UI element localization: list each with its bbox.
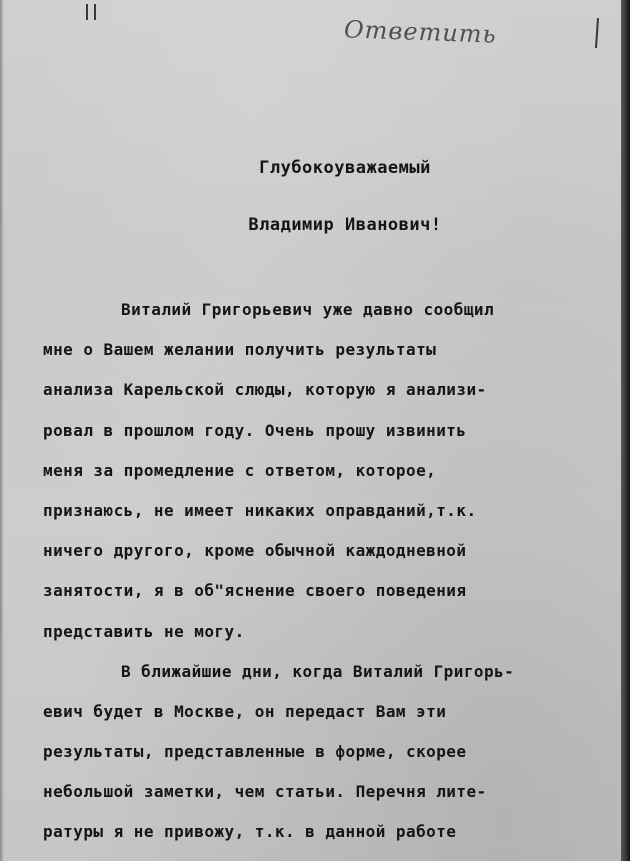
salutation-line-1: Глубокоуважаемый — [259, 158, 431, 178]
text-line: Виталий Григорьевич уже давно сообщил — [121, 300, 495, 319]
text-line: результаты, представленные в форме, скорее — [43, 742, 467, 762]
margin-tick-mark — [595, 18, 599, 48]
text-line: занятости, я в об"яснение своего поведения — [43, 581, 467, 601]
text-line: ничего другого, кроме обычной каждодневной — [43, 541, 467, 561]
text-line: анализа Карельской слюды, которую я анализи- — [43, 380, 487, 400]
text-line: ратуры я не привожу, т.к. в данной работе — [43, 822, 457, 842]
scan-left-edge — [0, 0, 4, 861]
text-line: В ближайшие дни, когда Виталий Григорь- — [121, 661, 515, 681]
text-line: небольшой заметки, чем статьи. Перечня лите- — [43, 782, 487, 802]
text-line: мне о Вашем желании получить результаты — [43, 340, 437, 360]
handwritten-annotation: Ответить — [343, 15, 498, 49]
text-line: меня за промедление с ответом, которое, — [43, 460, 437, 480]
scan-right-edge — [621, 0, 630, 861]
text-line: признаюсь, не имеет никаких оправданий,т.к. — [43, 500, 477, 520]
punch-marks — [86, 4, 100, 20]
letter-body — [43, 290, 603, 853]
text-line: ровал в прошлом году. Очень прошу извинить — [43, 420, 467, 440]
salutation-line-2: Владимир Иванович! — [248, 215, 442, 235]
text-line: представить не могу. — [43, 621, 245, 641]
text-line: евич будет в Москве, он передаст Вам эти — [43, 701, 447, 721]
